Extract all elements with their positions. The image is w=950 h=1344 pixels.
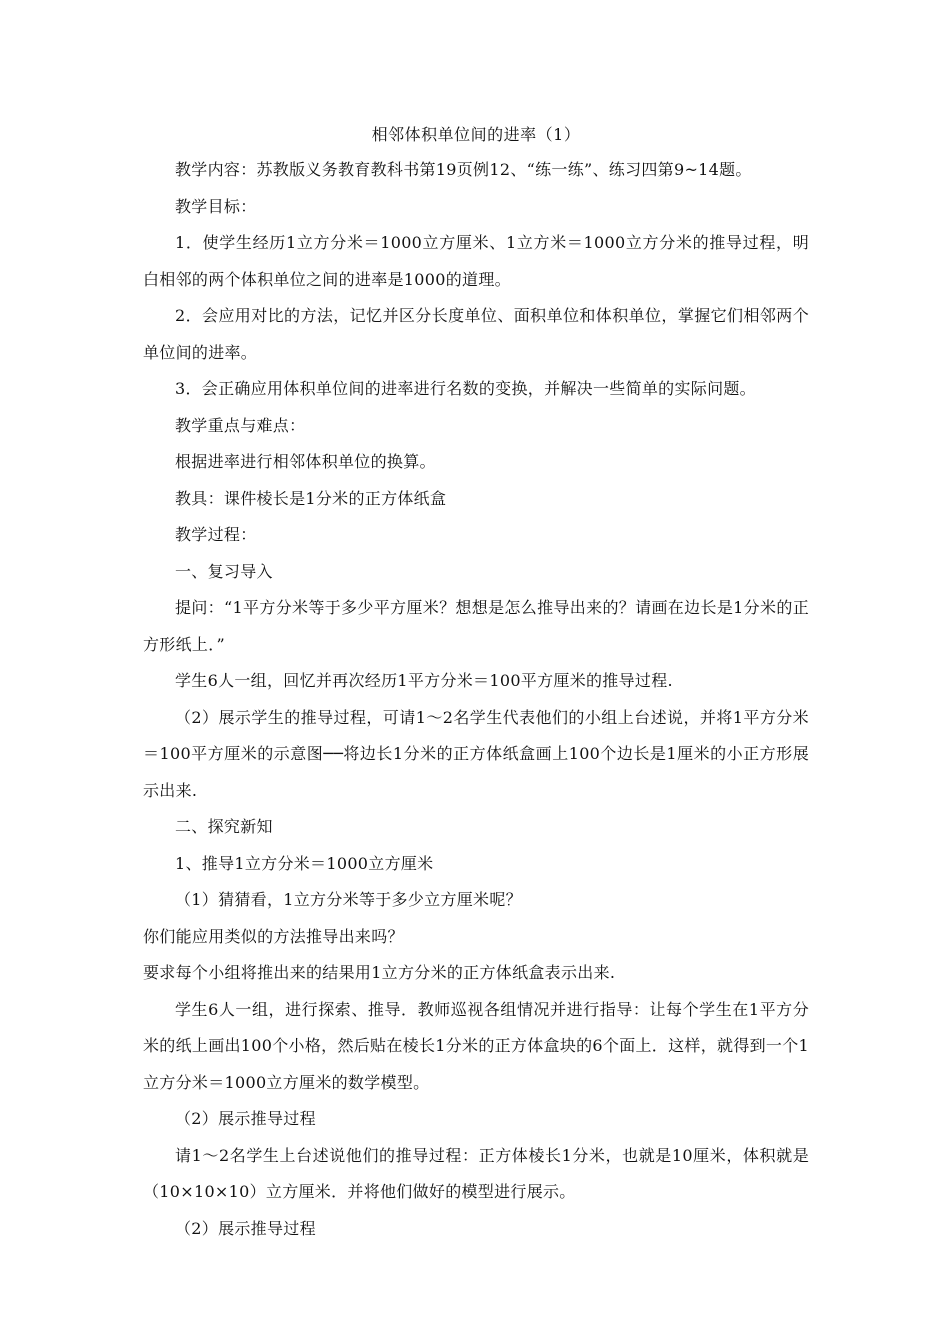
paragraph-group-explore: 学生6人一组，进行探索、推导．教师巡视各组情况并进行指导：让每个学生在1平方分米的纸上画出100个小格，然后贴在棱长1分米的正方体盒块的6个面上．这样，就得到一个1立方分米＝1000立方厘米的数学模型。 [143, 999, 809, 1092]
paragraph-process-heading: 教学过程： [175, 525, 257, 544]
paragraph-similar-method: 你们能应用类似的方法推导出来吗？ [143, 926, 404, 946]
paragraph-requirement: 要求每个小组将推出来的结果用1立方分米的正方体纸盒表示出来. [143, 963, 616, 982]
paragraph-objective-2: 2．会应用对比的方法，记忆并区分长度单位、面积单位和体积单位，掌握它们相邻两个单位间的进率。 [143, 306, 809, 362]
document-title: 相邻体积单位间的进率（1） [371, 125, 581, 144]
document-page [143, 118, 809, 1247]
section-heading-explore: 二、探究新知 [175, 817, 273, 836]
paragraph-question: 提问：“1平方分米等于多少平方厘米？想想是怎么推导出来的？请画在边长是1分米的正方形纸上．” [143, 598, 809, 654]
paragraph-show-heading-b: （2）展示推导过程 [175, 1218, 316, 1238]
paragraph-student-explain: 请1～2名学生上台述说他们的推导过程：正方体棱长1分米，也就是10厘米，体积就是（10×10×10）立方厘米．并将他们做好的模型进行展示。 [143, 1145, 809, 1201]
paragraph-guess: （1）猜猜看，1立方分米等于多少立方厘米呢？ [175, 890, 522, 909]
paragraph-keypoints: 根据进率进行相邻体积单位的换算。 [175, 452, 436, 471]
paragraph-objective-1: 1．使学生经历1立方分米＝1000立方厘米、1立方米＝1000立方分米的推导过程，明白相邻的两个体积单位之间的进率是1000的道理。 [143, 233, 809, 289]
paragraph-teaching-aids: 教具：课件棱长是1分米的正方体纸盒 [175, 488, 447, 508]
section-heading-review: 一、复习导入 [175, 561, 273, 581]
paragraph-show-heading-a: （2）展示推导过程 [175, 1109, 316, 1128]
paragraph-keypoints-heading: 教学重点与难点： [175, 415, 306, 435]
paragraph-show-process-1: （2）展示学生的推导过程，可请1～2名学生代表他们的小组上台述说，并将1平方分米＝100平方厘米的示意图──将边长1分米的正方体纸盒画上100个边长是1厘米的小正方形展示出来. [143, 707, 809, 800]
paragraph-objective-3: 3．会正确应用体积单位间的进率进行名数的变换，并解决一些简单的实际问题。 [175, 379, 756, 398]
paragraph-objectives-heading: 教学目标： [175, 196, 257, 216]
paragraph-derive-heading: 1、推导1立方分米＝1000立方厘米 [175, 853, 434, 873]
paragraph-content: 教学内容：苏教版义务教育教科书第19页例12、“练一练”、练习四第9~14题。 [175, 160, 752, 179]
paragraph-group-review: 学生6人一组，回忆并再次经历1平方分米＝100平方厘米的推导过程. [175, 671, 673, 690]
